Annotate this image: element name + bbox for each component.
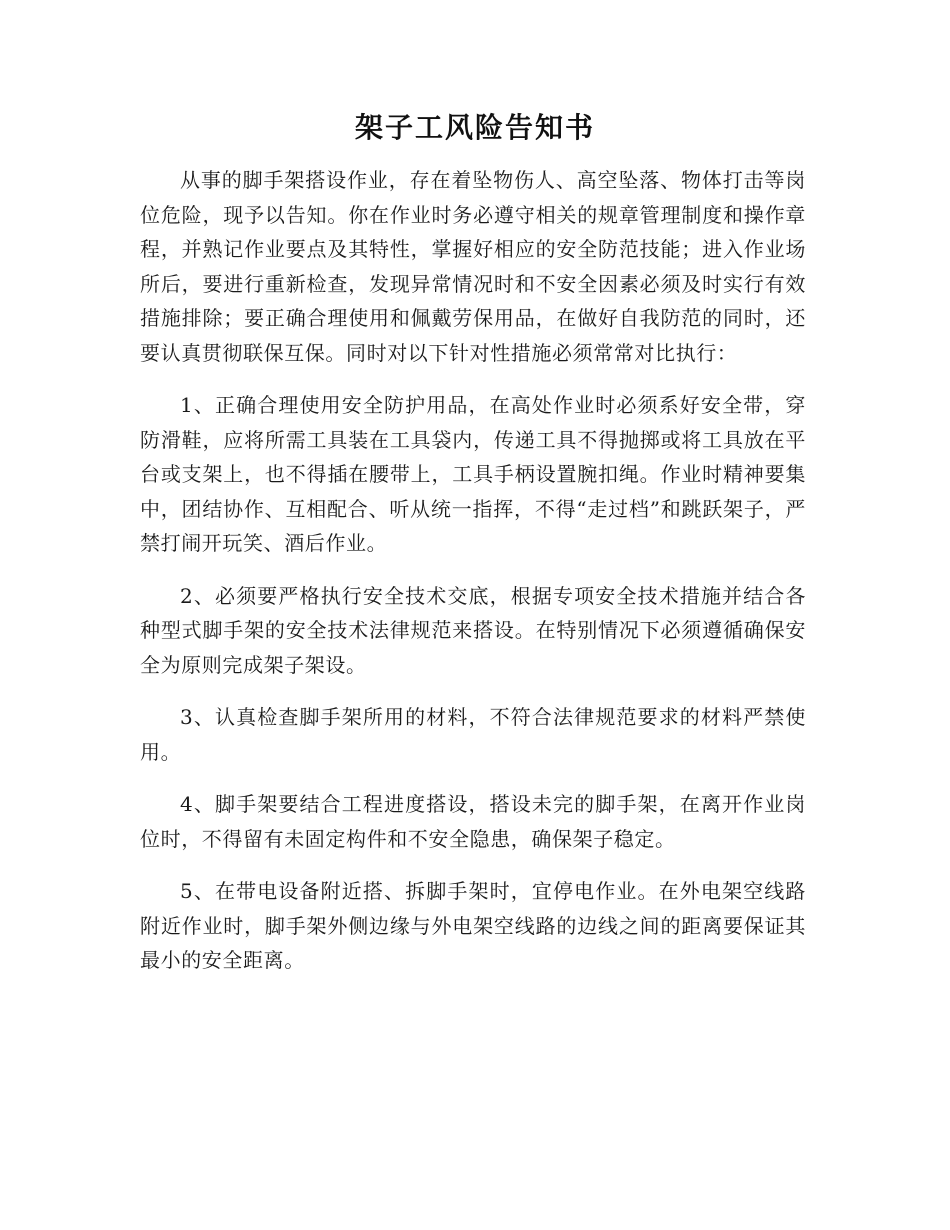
measure-item-5: 5、在带电设备附近搭、拆脚手架时，宜停电作业。在外电架空线路附近作业时，脚手架外侧边缘与外电架空线路的边线之间的距离要保证其最小的安全距离。: [140, 879, 806, 972]
document-title: 架子工风险告知书: [354, 111, 595, 144]
measure-item-3: 3、认真检查脚手架所用的材料，不符合法律规范要求的材料严禁使用。: [140, 705, 806, 764]
measure-item-2: 2、必须要严格执行安全技术交底，根据专项安全技术措施并结合各种型式脚手架的安全技术法律规范来搭设。在特别情况下必须遵循确保安全为原则完成架子架设。: [140, 583, 806, 677]
intro-paragraph: 从事的脚手架搭设作业，存在着坠物伤人、高空坠落、物体打击等岗位危险，现予以告知。你在作业时务必遵守相关的规章管理制度和操作章程，并熟记作业要点及其特性，掌握好相应的安全防范技能；进入作业场所后，要进行重新检查，发现异常情况时和不安全因素必须及时实行有效措施排除；要正确合理使用和佩戴劳保用品，在做好自我防范的同时，还要认真贯彻联保互保。同时对以下针对性措施必须常常对比执行：: [140, 168, 806, 365]
document-body: [140, 163, 806, 996]
measure-item-1: 1、正确合理使用安全防护用品，在高处作业时必须系好安全带，穿防滑鞋，应将所需工具装在工具袋内，传递工具不得抛掷或将工具放在平台或支架上，也不得插在腰带上，工具手柄设置腕扣绳。作业时精神要集中，团结协作、互相配合、听从统一指挥，不得“走过档”和跳跃架子，严禁打闹开玩笑、酒后作业。: [140, 393, 806, 555]
measure-item-4: 4、脚手架要结合工程进度搭设，搭设未完的脚手架，在离开作业岗位时，不得留有未固定构件和不安全隐患，确保架子稳定。: [140, 792, 806, 851]
